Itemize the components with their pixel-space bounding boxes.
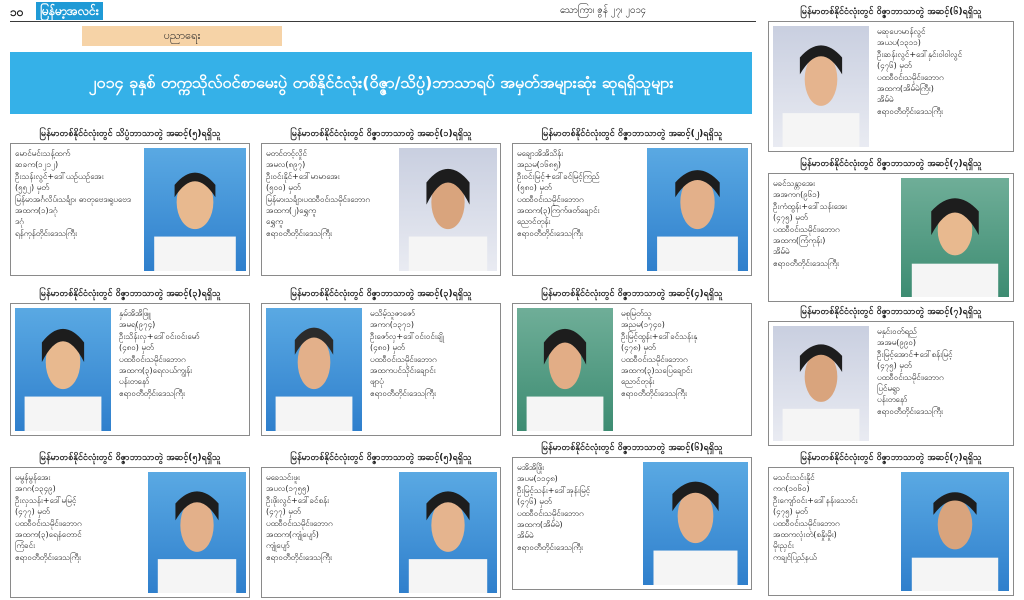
parents: ဦးမြင့်သန်း+ဒေါ်အုန်းမြင့် [517,485,591,495]
student-photo [15,308,111,431]
township: ရွှေကူ [266,217,283,227]
parents: ဦးမြင့်ထွန်း+ဒေါ်ခင်သန်းနု [621,331,698,341]
card-details [370,308,498,399]
township: ကြံခင်း [15,541,36,551]
card-title: မြန်မာတစ်နိုင်ငံလုံးတွင် ဝိဇ္ဇာဘာသာတွဲ အဆင့်(၅)ရရှိသူ [39,453,221,463]
parents: ဦးသိန်းလှ+ဒေါ်ဝင်းဝင်းမော် [119,331,200,341]
award-card [10,286,250,436]
card-title: မြန်မာတစ်နိုင်ငံလုံးတွင် ဝိဇ္ဇာဘာသာတွဲ အဆင့်(၇)ရရှိသူ [800,453,982,463]
award-card [261,126,501,276]
region: ဧရာဝတီတိုင်းဒေသကြီး [773,258,840,268]
card-box [10,143,250,276]
roll-number: အအမ(၉၉၀) [877,338,916,348]
subjects: ပထဝီဝင်၊သမိုင်း၊ဘောဂ [877,372,944,382]
township: ဖျာပုံ [370,377,384,387]
header-rule [10,21,756,22]
subjects: ပထဝီဝင်၊သမိုင်း၊ဘောဂ [773,224,840,234]
parents: ဦးမြင့်အောင်+ဒေါ်စန်းမြင့် [877,349,953,359]
school: အထက(၃)သပြေချောင်း [621,366,693,376]
roll-number: အပလ(၁၇၅၅) [266,484,310,494]
card-details [621,308,749,399]
student-name: မဆုဟေမာန်လွင် [877,27,926,36]
card-details [517,148,653,239]
roll-number: အဂဂ(၁၃၄၉) [15,484,56,494]
marks: (၄၈၀) မှတ် [119,343,154,353]
marks: (၄၇၇) မှတ် [15,507,50,517]
township: ဒဂုံ [15,217,24,227]
school: အထကပင်သိုင်းချောင်း [370,366,436,376]
parents: ဦးဆန်းလွင်+ဒေါ်နှင်းဝါဝါလွင် [877,49,963,59]
region: ဧရာဝတီတိုင်းဒေသကြီး [517,228,584,238]
subjects: မြန်မာအင်္ဂလိပ်၊သင်္ချာ၊ ဓာတုဗေဒ၊ရူပဗေဒ [15,194,131,204]
subjects: ပထဝီဝင်၊သမိုင်း၊ဘောဂ [517,194,584,204]
township: ညောင်တုန်း [517,217,551,227]
card-box [512,457,752,590]
parents: ဦးဝင်းနိုင်+ဒေါ်မာမာအေး [266,171,340,181]
marks: (၅၈၀) မှတ် [517,183,552,193]
parents: ဦးကံထွန်း+ဒေါ်သန်းအေး [773,201,848,211]
parents: ဦးလှသန်း+ဒေါ်မမြင့် [15,495,77,505]
student-photo [773,326,869,441]
township: ညောင်တုန်း [621,377,655,387]
roll-number: အမရ(၉၇၄) [119,320,156,330]
card-box [10,303,250,436]
card-title: မြန်မာတစ်နိုင်ငံလုံးတွင် ဝိဇ္ဇာဘာသာတွဲ အဆင့်(၆)ရရှိသူ [541,443,723,453]
page-number: ၁၀ [10,5,24,19]
award-card [261,286,501,436]
card-box [261,303,501,436]
township: အိမ်မဲ [517,531,534,541]
roll-number: အယပ(၁၃၁၁) [877,38,921,48]
parents: ဦးဇော်လှ+ဒေါ်ဝင်းဝင်းချို [370,331,444,341]
student-photo [399,472,497,593]
region: ဧရာဝတီတိုင်းဒေသကြီး [15,552,82,562]
award-card [768,156,1014,302]
school: အထက(၃)ရေနံတောင် [15,530,82,540]
card-title: မြန်မာတစ်နိုင်ငံလုံးတွင် သိပ္ပံဘာသာတွဲ အဆင့်(၅)ရရှိသူ [39,129,221,139]
region: ရန်ကုန်တိုင်းဒေသကြီး [15,228,78,238]
region: ကချင်ပြည်နယ် [773,552,817,562]
student-name: မချောအိအိသိန်း [517,149,564,158]
student-photo [144,148,246,271]
township: အိမ်မဲ [877,95,894,105]
award-card [261,450,501,598]
marks: (၄၇၆) မှတ် [877,61,912,71]
student-name: မမွန်မွန်အေး [15,473,51,482]
marks: (၄၈၀) မှတ် [370,343,405,353]
subjects: ပထဝီဝင်၊သမိုင်း၊ဘောဂ [370,354,437,364]
school: အထက(အိမ်မဲ) [517,520,563,530]
student-name: နှမ်အိအိဖြူ [119,309,151,318]
roll-number: အအကဂ(၉၆၁) [773,190,820,200]
award-card [10,126,250,276]
card-title: မြန်မာတစ်နိုင်ငံလုံးတွင် ဝိဇ္ဇာဘာသာတွဲ အဆင့်(၃)ရရှိသူ [290,289,472,299]
school: ပြင်မရွာ [877,384,900,394]
award-card [512,126,752,276]
card-box [512,303,752,436]
card-title: မြန်မာတစ်နိုင်ငံလုံးတွင် ဝိဇ္ဇာဘာသာတွဲ အဆင့်(၂)ရရှိသူ [541,129,723,139]
township: ကျုံပျော် [266,541,290,551]
student-photo [773,26,869,147]
student-name: မသိမ့်သူဇာဇော် [370,309,416,318]
school: အထက(ကြံကုန်း) [773,236,826,246]
marks: (၄၇၆) မှတ် [517,497,552,507]
award-card [768,304,1014,446]
region: ဧရာဝတီတိုင်းဒေသကြီး [877,406,944,416]
student-name: မအိအိဖြိုး [517,463,545,472]
student-photo [643,462,748,585]
card-details [517,462,653,553]
subjects: မြန်မာ၊သင်္ချာ၊ပထဝီဝင်၊သမိုင်း၊ဘောဂ [266,194,370,204]
card-title: မြန်မာတစ်နိုင်ငံလုံးတွင် ဝိဇ္ဇာဘာသာတွဲ အဆင့်(၁)ရရှိသူ [290,129,472,139]
township: ပန်းတနော် [877,395,908,405]
card-details [15,148,151,239]
headline-banner: ၂၀၁၄ ခုနှစ် တက္ကသိုလ်ဝင်စာမေးပွဲ တစ်နိုင်ငံလုံး(ဝိဇ္ဇာ/သိပ္ပံ)ဘာသာရပ် အမှတ်အများဆုံး ဆုရရှိသူများ [10,52,752,114]
subjects: ပထဝီဝင်၊သမိုင်း၊ဘောဂ [621,354,688,364]
township: ပန်းတနော် [119,377,150,387]
card-details [266,148,402,239]
roll-number: ဆခက(၁၂၁၂) [15,160,59,170]
roll-number: ကဂ(၁၀၆၀) [773,484,810,494]
card-details [15,472,151,563]
card-title: မြန်မာတစ်နိုင်ငံလုံးတွင် ဝိဇ္ဇာဘာသာတွဲ အဆင့်(၅)ရရှိသူ [290,453,472,463]
subjects: ပထဝီဝင်၊သမိုင်း၊ဘောဂ [119,354,186,364]
award-card [10,450,250,598]
student-name: မတင်တင့်လှိုင် [266,149,307,158]
roll-number: အပမ(၁၁၄၈) [517,474,558,484]
marks: (၄၇၈) မှတ် [621,343,656,353]
region: ဧရာဝတီတိုင်းဒေသကြီး [119,388,186,398]
subjects: ပထဝီဝင်၊သမိုင်း၊ဘောဂ [877,72,944,82]
marks: (၄၇၅) မှတ် [877,361,912,371]
student-photo [901,472,1009,591]
card-box [768,173,1014,302]
school: အထက(၂)ရွှေကူ [266,206,316,216]
school: အထက(အိမ်မဲကြီး) [877,84,934,94]
card-title: မြန်မာတစ်နိုင်ငံလုံးတွင် ဝိဇ္ဇာဘာသာတွဲ အဆင့်(၇)ရရှိသူ [800,307,982,317]
school: အထက(၃)ကြက်ဖတ်ချောင်း [517,206,600,216]
card-details [119,308,247,399]
roll-number: အမလ(၈၉၇) [266,160,306,170]
region: ဧရာဝတီတိုင်းဒေသကြီး [266,228,333,238]
student-name: မသင်းသင်းနိုင် [773,473,815,482]
card-title: မြန်မာတစ်နိုင်ငံလုံးတွင် ဝိဇ္ဇာဘာသာတွဲ အဆင့်(၇)ရရှိသူ [800,159,982,169]
marks: (၄၇၅) မှတ် [773,213,808,223]
card-box [768,321,1014,446]
card-title: မြန်မာတစ်နိုင်ငံလုံးတွင် ဝိဇ္ဇာဘာသာတွဲ အဆင့်(၆)ရရှိသူ [800,7,982,17]
card-box [512,143,752,276]
card-details [266,472,402,563]
parents: ဦးကျော်ဝင်း+ဒေါ်နန်းသောင်း [773,495,858,505]
school: အထက(၁)ဒဂုံ [15,206,58,216]
card-title: မြန်မာတစ်နိုင်ငံလုံးတွင် ဝိဇ္ဇာဘာသာတွဲ အဆင့်(၃)ရရှိသူ [39,289,221,299]
card-box [261,143,501,276]
school: အထက(ကျုံပျော်) [266,530,319,540]
card-title: မြန်မာတစ်နိုင်ငံလုံးတွင် ဝိဇ္ဇာဘာသာတွဲ အဆင့်(၄)ရရှိသူ [541,289,723,299]
region: ဧရာဝတီတိုင်းဒေသကြီး [266,552,333,562]
parents: ဦးဝင်းမြင့်+ဒေါ်ခင်မြင့်ကြည် [517,171,600,181]
student-name: မောင်မင်းသန့်ထက် [15,149,71,158]
student-photo [901,178,1009,297]
subjects: ပထဝီဝင်၊သမိုင်း၊ဘောဂ [15,518,82,528]
region: ဧရာဝတီတိုင်းဒေသကြီး [517,542,584,552]
student-photo [517,308,613,431]
roll-number: အညမ(၁၆၈၅) [517,160,561,170]
roll-number: အကဂ(၁၃၇၁) [370,320,414,330]
card-details [877,326,1011,417]
marks: (၄၇၅) မှတ် [773,507,808,517]
township: မိုးညှင်း [773,541,794,551]
student-name: မခေသင်းဖူး [266,473,300,482]
region: ဧရာဝတီတိုင်းဒေသကြီး [621,388,688,398]
subjects: ပထဝီဝင်၊သမိုင်း၊ဘောဂ [266,518,333,528]
award-card [512,286,752,436]
card-box [261,467,501,598]
student-photo [266,308,362,431]
card-box [10,467,250,598]
masthead: မြန်မာ့အလင်း [36,2,103,20]
marks: (၅၀၀) မှတ် [266,183,301,193]
award-card [768,4,1014,152]
region: ဧရာဝတီတိုင်းဒေသကြီး [877,106,944,116]
marks: (၅၅၂) မှတ် [15,183,50,193]
township: အိမ်မဲ [773,247,790,257]
award-card [768,450,1014,596]
student-photo [399,148,497,271]
school: အထက(၃)ရေလယ်ကျွန်း [119,366,193,376]
subjects: ပထဝီဝင်၊သမိုင်း၊ဘောဂ [517,508,584,518]
card-box [768,21,1014,152]
student-name: မနှင်းဝတ်ရည် [877,327,917,336]
student-photo [148,472,246,593]
roll-number: အညမ(၁၇၄၀) [621,320,665,330]
award-card [512,440,752,590]
parents: ဦးဖိုးလွင်+ဒေါ်ခင်စန်း [266,495,330,505]
issue-date: သောကြာ၊ ဇွန် ၂၇၊ ၂၀၁၄ [560,5,647,16]
parents: ဦးသန်းလွင်+ဒေါ်ယဉ်ယဉ်အေး [15,171,104,181]
subjects: ပထဝီဝင်၊သမိုင်း၊ဘောဂ [773,518,840,528]
card-box [768,467,1014,596]
marks: (၄၇၇) မှတ် [266,507,301,517]
student-name: မစုမြတ်သူ [621,309,652,318]
card-details [773,178,901,269]
section-tag: ပညာရေး [82,26,282,46]
card-details [877,26,1011,117]
card-details [773,472,901,563]
student-name: မခင်သန္တာအေး [773,179,816,188]
school: အထကလုံးတဲ(စနှိုးမှိုး) [773,530,837,540]
student-photo [647,148,748,271]
region: ဧရာဝတီတိုင်းဒေသကြီး [370,388,437,398]
